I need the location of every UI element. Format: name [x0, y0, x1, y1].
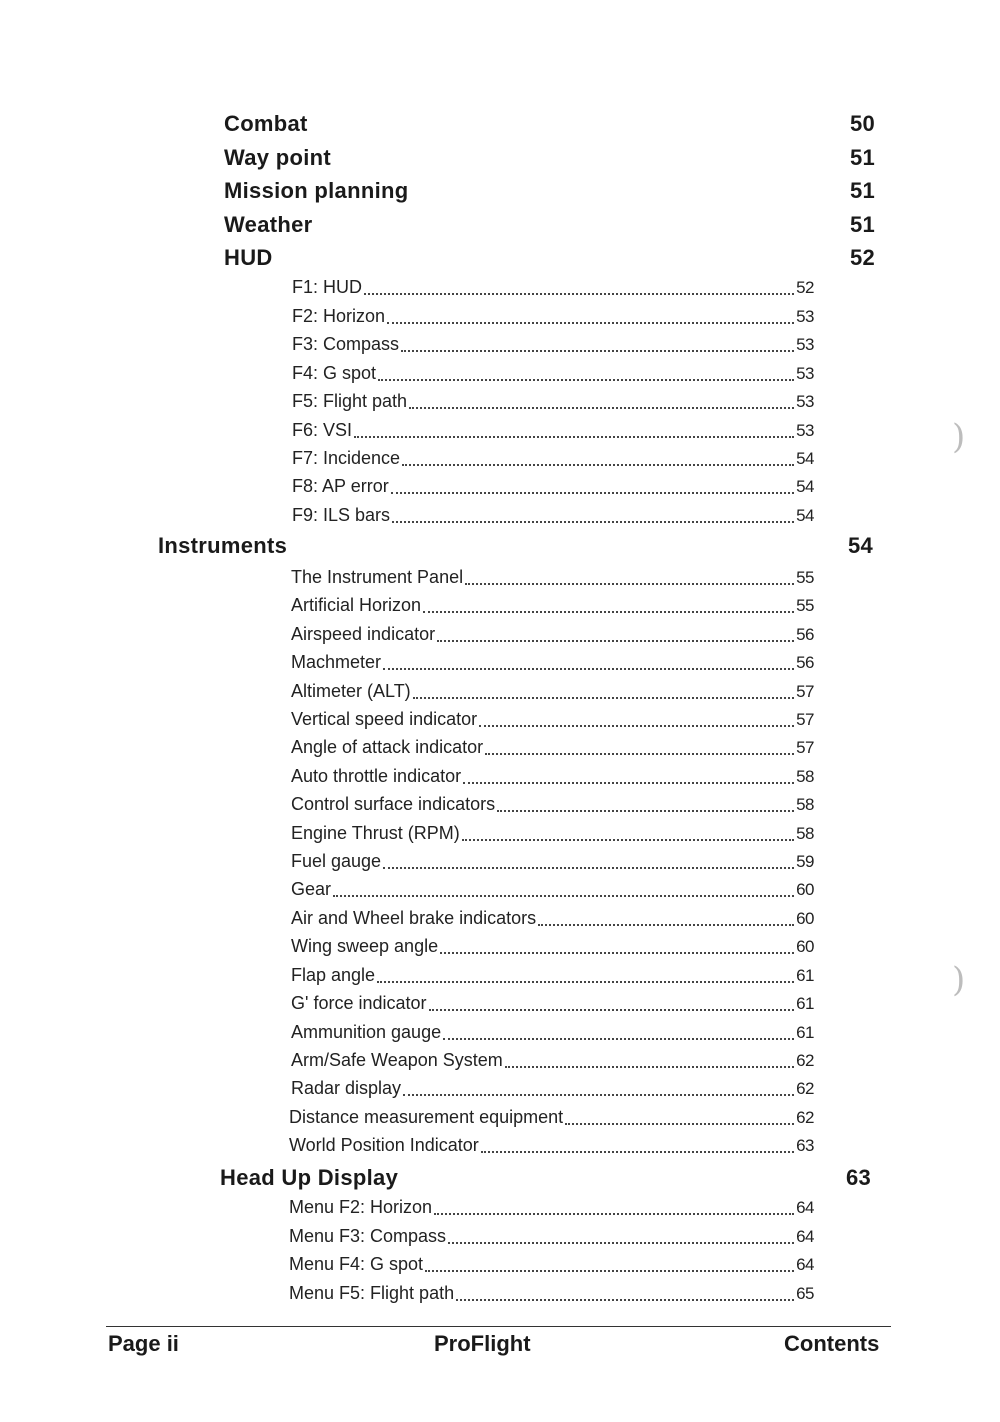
dot-leader: [479, 724, 794, 727]
toc-entry-title: Menu F3: Compass: [289, 1226, 447, 1246]
dot-leader: [333, 894, 794, 897]
toc-entry-page: 57: [796, 710, 814, 729]
toc-entry-page: 60: [796, 880, 814, 899]
dot-leader: [505, 1065, 794, 1068]
toc-entry[interactable]: [291, 1047, 814, 1073]
toc-entry-page: 53: [796, 392, 814, 411]
toc-section[interactable]: [224, 109, 880, 139]
toc-entry[interactable]: [289, 1132, 814, 1158]
toc-entry[interactable]: [292, 417, 814, 443]
toc-entry[interactable]: [292, 360, 814, 386]
toc-entry[interactable]: [291, 820, 814, 846]
toc-section-title: Head Up Display: [220, 1165, 399, 1190]
toc-section-title: Mission planning: [224, 178, 409, 203]
toc-entry[interactable]: [292, 274, 814, 300]
toc-section[interactable]: [220, 1163, 880, 1193]
toc-section-page: 50: [850, 111, 876, 136]
toc-entry-page: 61: [796, 1023, 814, 1042]
footer-page-number: Page ii: [108, 1331, 179, 1356]
dot-leader: [364, 292, 794, 295]
dot-leader: [443, 1037, 794, 1040]
dot-leader: [354, 435, 794, 438]
toc-entry-title: Arm/Safe Weapon System: [291, 1050, 503, 1070]
toc-entry-title: Altimeter (ALT): [291, 681, 411, 701]
toc-entry-page: 61: [796, 966, 814, 985]
toc-entry-title: F1: HUD: [292, 277, 363, 297]
toc-entry-title: Menu F5: Flight path: [289, 1283, 455, 1303]
toc-entry-title: Vertical speed indicator: [291, 709, 478, 729]
toc-entry-title: Ammunition gauge: [291, 1022, 442, 1042]
toc-entry-title: F2: Horizon: [292, 306, 386, 326]
page-edge-mark: ): [952, 960, 966, 1000]
dot-leader: [383, 866, 794, 869]
toc-entry-page: 59: [796, 852, 814, 871]
footer-section-name: Contents: [784, 1331, 880, 1356]
toc-section[interactable]: [224, 210, 880, 240]
toc-entry[interactable]: [292, 331, 814, 357]
dot-leader: [538, 923, 794, 926]
toc-entry[interactable]: [291, 990, 814, 1016]
toc-section-page: 51: [850, 178, 876, 203]
toc-entry[interactable]: [291, 734, 814, 760]
toc-entry-page: 61: [796, 994, 814, 1013]
dot-leader: [440, 951, 794, 954]
toc-entry-title: Distance measurement equipment: [289, 1107, 564, 1127]
dot-leader: [448, 1241, 794, 1244]
page-edge-mark: ): [952, 417, 966, 457]
toc-entry-title: Angle of attack indicator: [291, 737, 484, 757]
toc-entry-title: Wing sweep angle: [291, 936, 439, 956]
toc-section-page: 52: [850, 245, 876, 270]
toc-entry-title: Flap angle: [291, 965, 376, 985]
toc-section-page: 54: [848, 533, 874, 558]
toc-entry[interactable]: [292, 445, 814, 471]
toc-entry-title: Gear: [291, 879, 332, 899]
toc-entry-title: The Instrument Panel: [291, 567, 464, 587]
toc-entry[interactable]: [291, 905, 814, 931]
toc-entry-page: 62: [796, 1079, 814, 1098]
toc-entry[interactable]: [291, 678, 814, 704]
toc-entry-title: Artificial Horizon: [291, 595, 422, 615]
toc-entry-page: 62: [796, 1108, 814, 1127]
toc-entry[interactable]: [292, 473, 814, 499]
dot-leader: [485, 752, 794, 755]
toc-section-title: Weather: [224, 212, 313, 237]
toc-section-title: Way point: [224, 145, 331, 170]
dot-leader: [401, 349, 794, 352]
toc-entry-title: Machmeter: [291, 652, 382, 672]
toc-entry-page: 58: [796, 824, 814, 843]
toc-entry-page: 60: [796, 937, 814, 956]
dot-leader: [403, 1093, 794, 1096]
toc-entry-page: 56: [796, 653, 814, 672]
toc-entry-title: F4: G spot: [292, 363, 377, 383]
toc-entry-title: Radar display: [291, 1078, 402, 1098]
toc-entry-page: 54: [796, 449, 814, 468]
toc-entry-title: Engine Thrust (RPM): [291, 823, 460, 843]
toc-entry[interactable]: [291, 876, 814, 902]
toc-section[interactable]: [224, 243, 880, 273]
toc-entry-page: 56: [796, 625, 814, 644]
toc-section[interactable]: [158, 531, 880, 561]
toc-entry-title: F9: ILS bars: [292, 505, 391, 525]
toc-entry-page: 53: [796, 421, 814, 440]
toc-entry-page: 58: [796, 767, 814, 786]
toc-entry-title: F6: VSI: [292, 420, 353, 440]
dot-leader: [497, 809, 794, 812]
footer-book-title: ProFlight: [434, 1331, 531, 1356]
dot-leader: [463, 781, 794, 784]
toc-entry[interactable]: [289, 1280, 814, 1306]
toc-entry[interactable]: [291, 962, 814, 988]
toc-entry-title: Menu F4: G spot: [289, 1254, 424, 1274]
toc-entry-title: F7: Incidence: [292, 448, 401, 468]
toc-entry[interactable]: [291, 621, 814, 647]
dot-leader: [378, 378, 794, 381]
toc-entry-title: G' force indicator: [291, 993, 427, 1013]
dot-leader: [423, 610, 794, 613]
dot-leader: [392, 520, 794, 523]
dot-leader: [402, 463, 794, 466]
dot-leader: [462, 838, 794, 841]
toc-entry-title: Menu F2: Horizon: [289, 1197, 433, 1217]
toc-section[interactable]: [224, 143, 880, 173]
dot-leader: [429, 1008, 795, 1011]
toc-entry[interactable]: [289, 1104, 814, 1130]
toc-section-title: Combat: [224, 111, 308, 136]
toc-section-page: 51: [850, 145, 876, 170]
toc-entry[interactable]: [292, 303, 814, 329]
toc-entry[interactable]: [292, 502, 814, 528]
toc-entry-page: 54: [796, 477, 814, 496]
toc-entry[interactable]: [289, 1223, 814, 1249]
toc-entry[interactable]: [291, 592, 814, 618]
toc-entry-page: 57: [796, 738, 814, 757]
toc-entry-page: 64: [796, 1255, 814, 1274]
toc-section-title: Instruments: [158, 533, 288, 558]
dot-leader: [383, 667, 794, 670]
dot-leader: [409, 406, 794, 409]
toc-entry[interactable]: [291, 933, 814, 959]
toc-section-title: HUD: [224, 245, 273, 270]
toc-entry-title: F5: Flight path: [292, 391, 408, 411]
toc-entry-title: F3: Compass: [292, 334, 400, 354]
footer-rule: [106, 1326, 891, 1327]
toc-entry-page: 64: [796, 1227, 814, 1246]
toc-entry-page: 52: [796, 278, 814, 297]
toc-entry[interactable]: [291, 564, 814, 590]
toc-entry-page: 64: [796, 1198, 814, 1217]
toc-entry-title: Airspeed indicator: [291, 624, 436, 644]
toc-entry[interactable]: [291, 1075, 814, 1101]
toc-entry-page: 58: [796, 795, 814, 814]
toc-entry[interactable]: [291, 649, 814, 675]
toc-entry[interactable]: [289, 1194, 814, 1220]
toc-entry-page: 55: [796, 596, 814, 615]
toc-entry-page: 53: [796, 335, 814, 354]
dot-leader: [391, 491, 794, 494]
toc-entry[interactable]: [289, 1251, 814, 1277]
toc-entry[interactable]: [292, 388, 814, 414]
toc-entry-page: 53: [796, 364, 814, 383]
toc-section-page: 63: [846, 1165, 872, 1190]
toc-entry-title: Control surface indicators: [291, 794, 496, 814]
toc-entry-title: Auto throttle indicator: [291, 766, 462, 786]
toc-entry[interactable]: [291, 1019, 814, 1045]
dot-leader: [413, 696, 794, 699]
toc-entry[interactable]: [291, 848, 814, 874]
toc-entry[interactable]: [291, 791, 814, 817]
toc-entry-title: F8: AP error: [292, 476, 389, 496]
dot-leader: [434, 1212, 794, 1215]
dot-leader: [437, 639, 794, 642]
dot-leader: [465, 582, 794, 585]
toc-entry-page: 62: [796, 1051, 814, 1070]
toc-entry-page: 55: [796, 568, 814, 587]
toc-entry-page: 65: [796, 1284, 814, 1303]
toc-entry-title: World Position Indicator: [289, 1135, 479, 1155]
toc-entry-page: 53: [796, 307, 814, 326]
toc-section[interactable]: [224, 176, 880, 206]
dot-leader: [456, 1298, 794, 1301]
toc-entry[interactable]: [291, 763, 814, 789]
dot-leader: [425, 1269, 794, 1272]
toc-section-page: 51: [850, 212, 876, 237]
toc-entry-page: 57: [796, 682, 814, 701]
dot-leader: [481, 1150, 794, 1153]
toc-entry-title: Air and Wheel brake indicators: [291, 908, 537, 928]
toc-entry-page: 54: [796, 506, 814, 525]
toc-entry-page: 60: [796, 909, 814, 928]
toc-entry-page: 63: [796, 1136, 814, 1155]
dot-leader: [377, 980, 794, 983]
toc-entry-title: Fuel gauge: [291, 851, 382, 871]
dot-leader: [565, 1122, 794, 1125]
dot-leader: [387, 321, 794, 324]
toc-entry[interactable]: [291, 706, 814, 732]
